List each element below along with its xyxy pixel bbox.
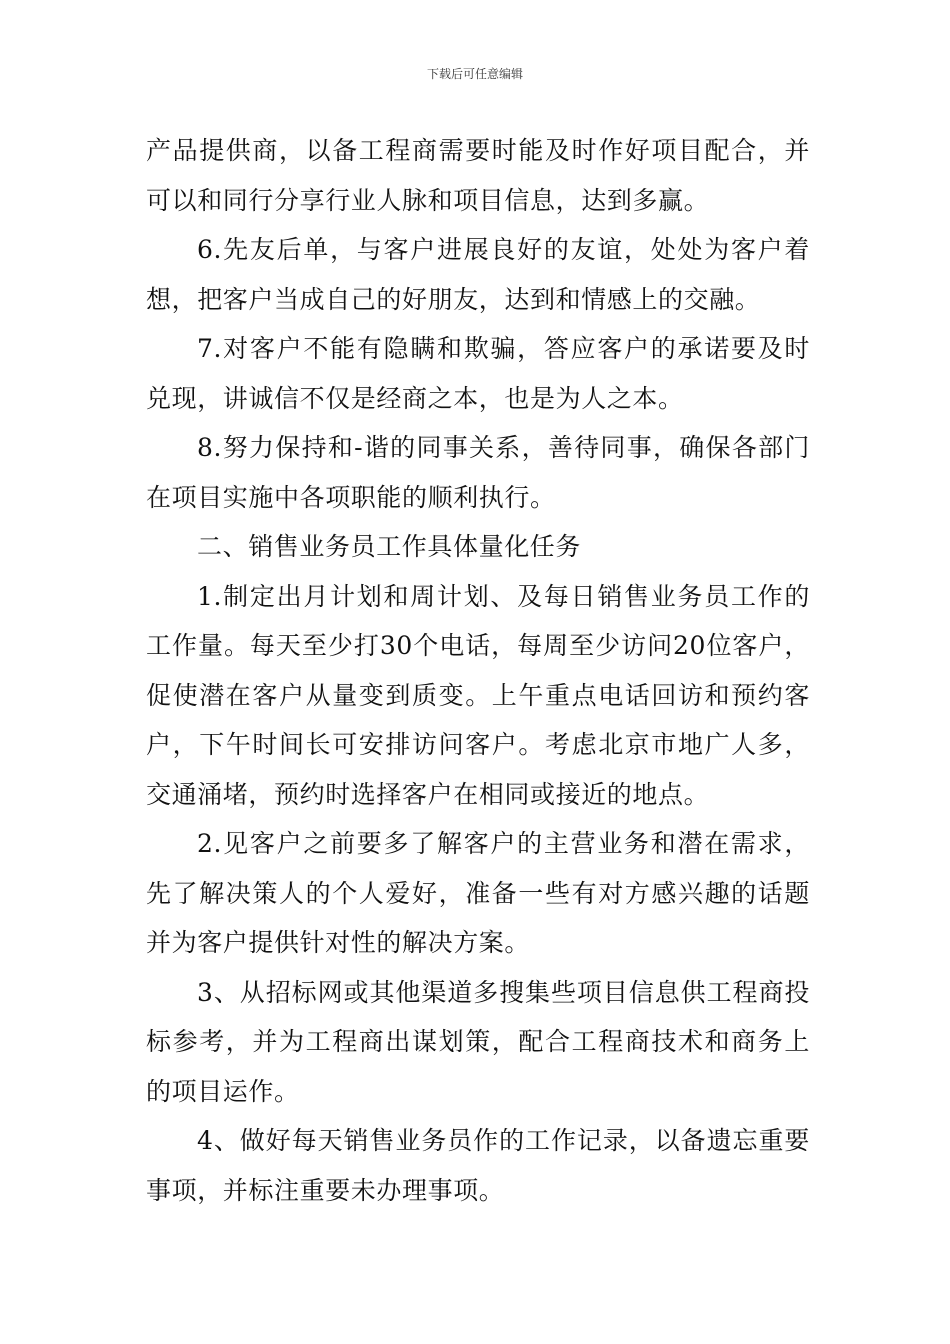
section-heading: 二、销售业务员工作具体量化任务: [197, 532, 582, 561]
paragraph-continuation: 产品提供商，以备工程商需要时能及时作好项目配合，并可以和同行分享行业人脉和项目信息，达到多赢。: [146, 136, 810, 215]
paragraph-task-4: 4、做好每天销售业务员作的工作记录，以备遗忘重要事项，并标注重要未办理事项。: [146, 1126, 810, 1205]
paragraph-task-2: 2.见客户之前要多了解客户的主营业务和潜在需求，先了解决策人的个人爱好，准备一些有对方感兴趣的话题并为客户提供针对性的解决方案。: [146, 829, 810, 957]
paragraph-task-3: 3、从招标网或其他渠道多搜集些项目信息供工程商投标参考，并为工程商出谋划策，配合工程商技术和商务上的项目运作。: [146, 977, 810, 1106]
paragraph-item-6: 6.先友后单，与客户进展良好的友谊，处处为客户着想，把客户当成自己的好朋友，达到和情感上的交融。: [146, 235, 810, 314]
document-body: [146, 126, 810, 1215]
paragraph-task-1: 1.制定出月计划和周计划、及每日销售业务员工作的工作量。每天至少打30个电话，每周至少访问20位客户，促使潜在客户从量变到质变。上午重点电话回访和预约客户，下午时间长可安排访问客户。考虑北京市地广人多，交通涌堵，预约时选择客户在相同或接近的地点。: [146, 581, 810, 809]
page-header-note: 下载后可任意编辑: [426, 67, 523, 81]
paragraph-item-8: 8.努力保持和-谐的同事关系，善待同事，确保各部门在项目实施中各项职能的顺利执行。: [146, 433, 810, 512]
paragraph-item-7: 7.对客户不能有隐瞒和欺骗，答应客户的承诺要及时兑现，讲诚信不仅是经商之本，也是为人之本。: [146, 334, 810, 413]
